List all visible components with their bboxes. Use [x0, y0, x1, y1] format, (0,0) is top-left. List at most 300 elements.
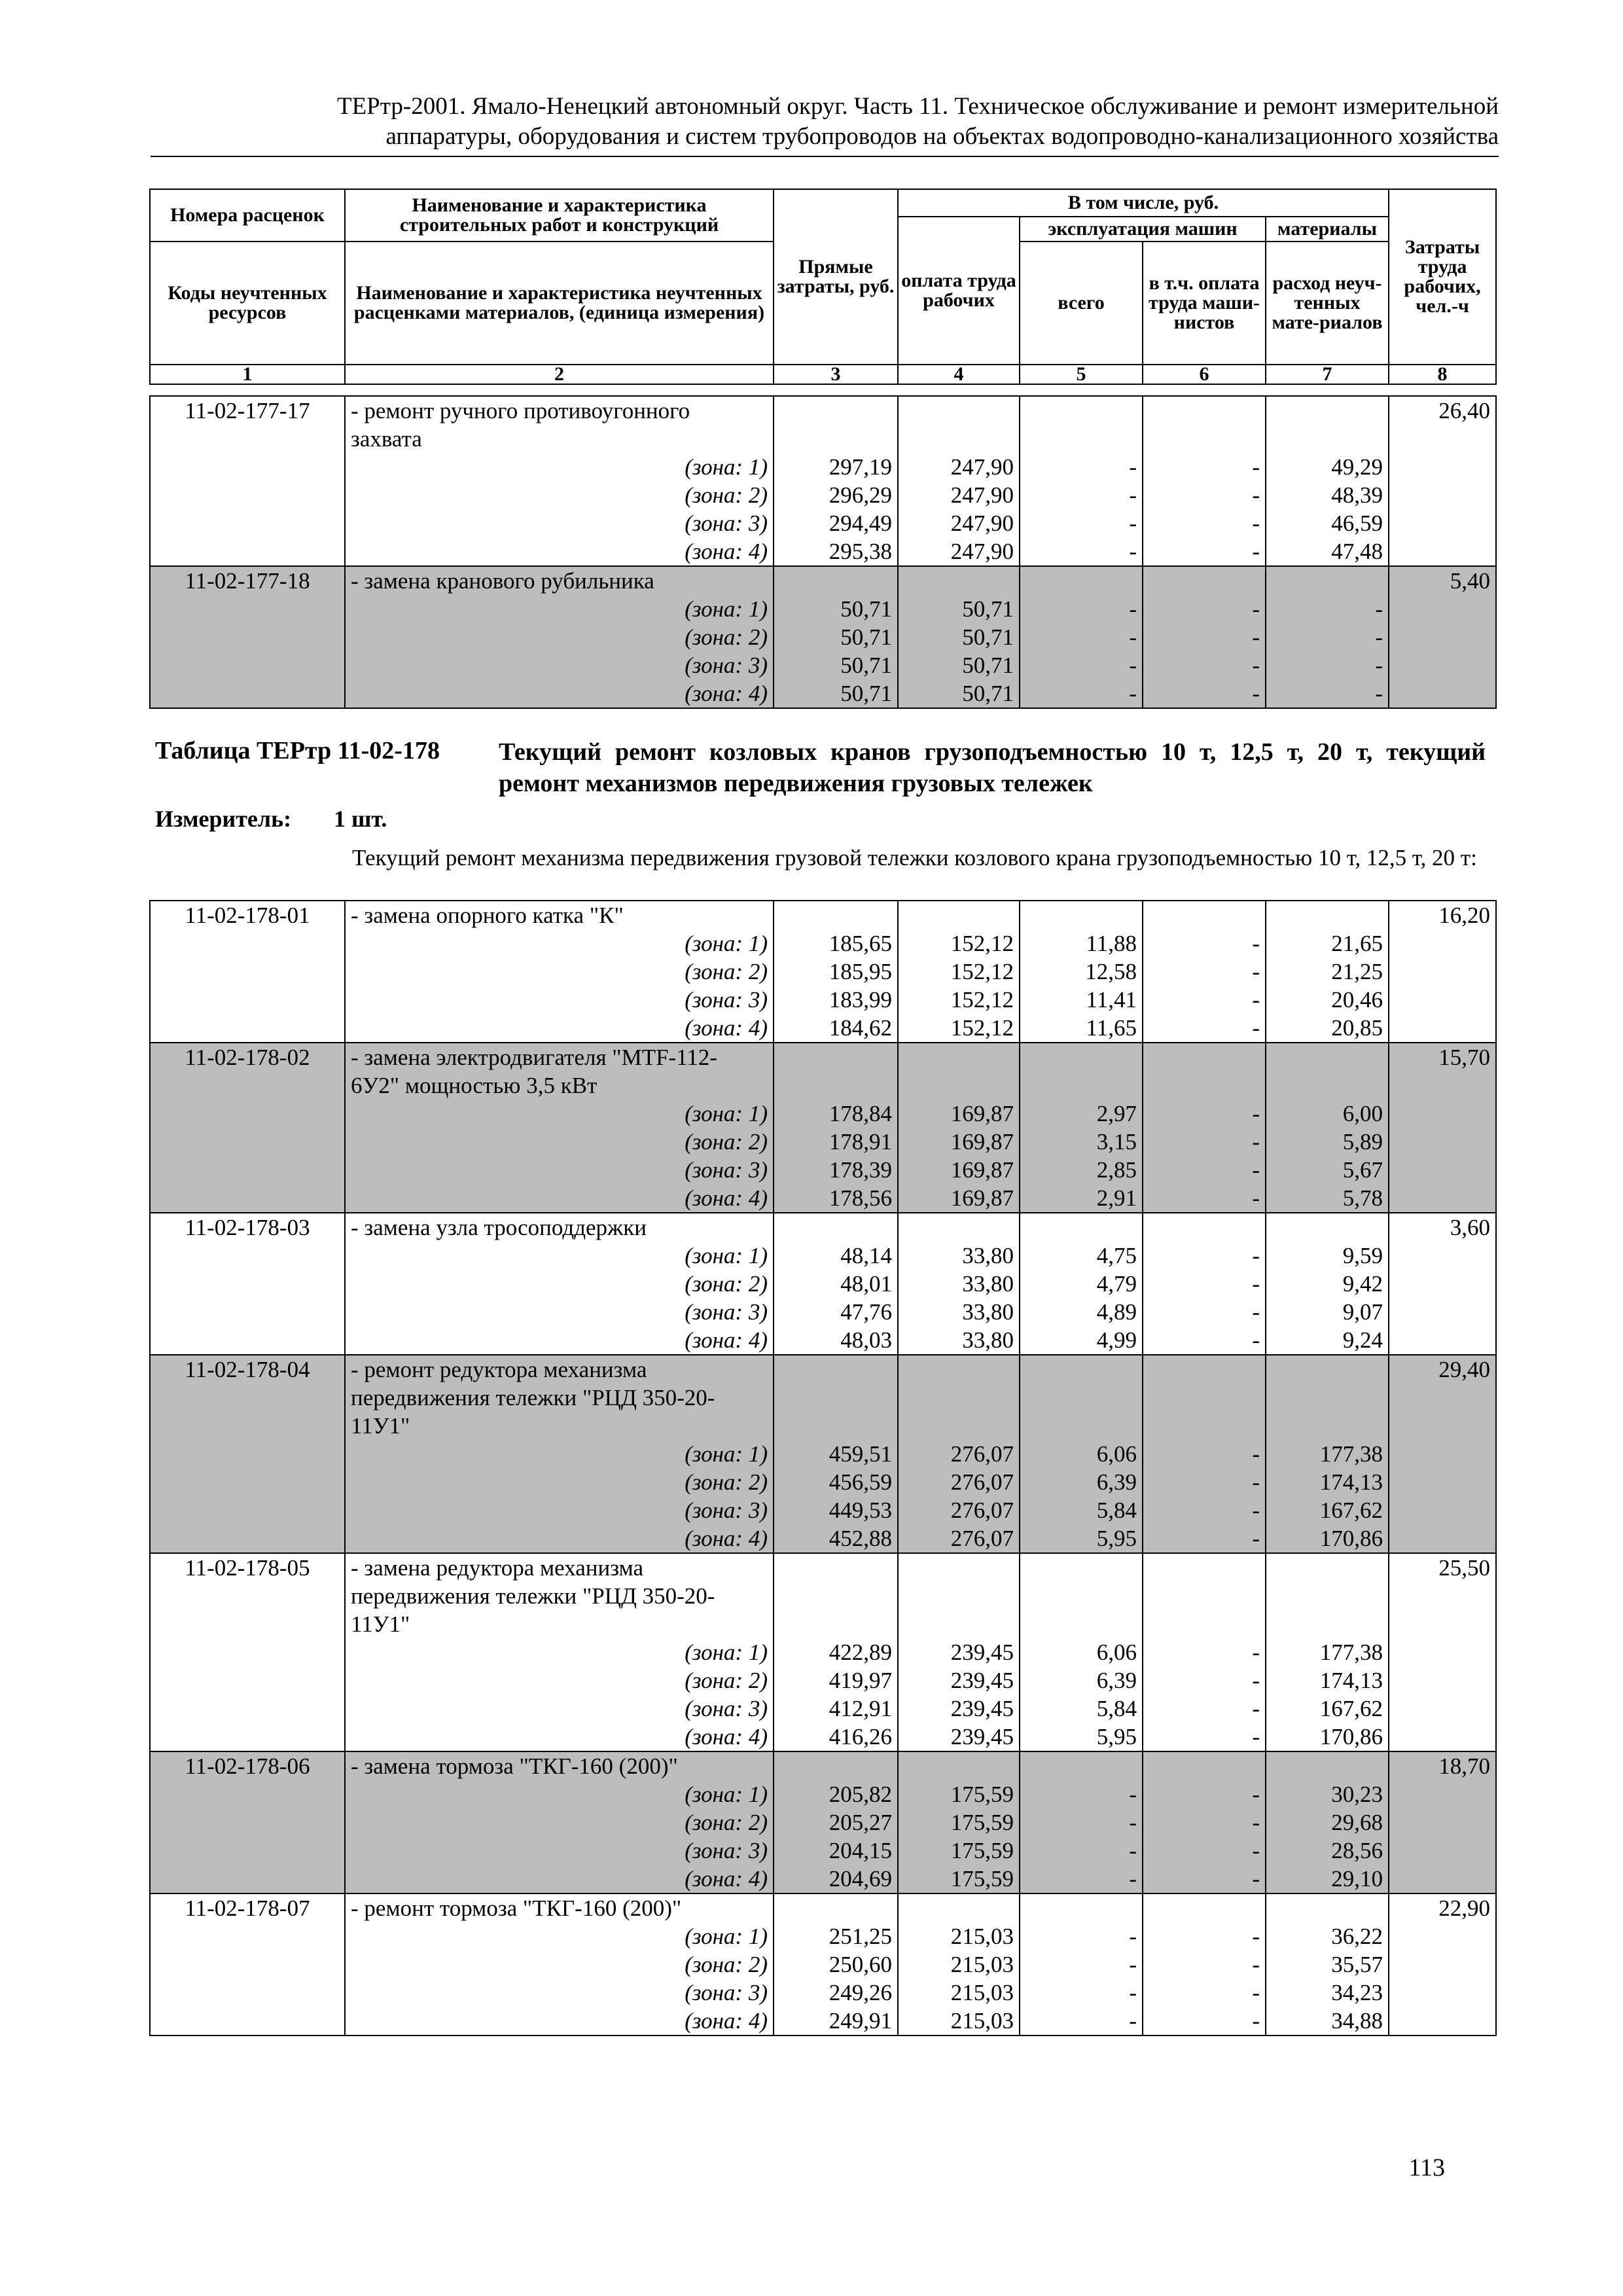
empty-cell — [150, 1412, 345, 1440]
machinist-pay-value: - — [1143, 595, 1266, 623]
materials-value: 34,88 — [1266, 2007, 1389, 2036]
empty-cell — [150, 595, 345, 623]
machine-total-value: 4,79 — [1020, 1270, 1143, 1298]
materials-value: 6,00 — [1266, 1100, 1389, 1128]
machinist-pay-value: - — [1143, 1695, 1266, 1723]
materials-value: 9,42 — [1266, 1270, 1389, 1298]
empty-cell — [774, 1553, 898, 1582]
materials-value: 21,25 — [1266, 958, 1389, 986]
empty-cell — [150, 623, 345, 651]
empty-cell — [1389, 1270, 1496, 1298]
empty-cell — [1389, 1242, 1496, 1270]
empty-cell — [898, 1582, 1020, 1610]
table-row — [150, 595, 1496, 623]
materials-value: 9,59 — [1266, 1242, 1389, 1270]
machine-total-value: 2,85 — [1020, 1156, 1143, 1184]
table-row — [150, 929, 1496, 958]
header-rule — [151, 156, 1499, 157]
empty-cell — [1389, 425, 1496, 453]
header-material-name: Наименование и характеристика неучтенных расценками материалов, (единица измерения) — [345, 242, 774, 365]
empty-cell — [1389, 1156, 1496, 1184]
empty-cell — [1389, 1610, 1496, 1638]
empty-cell — [1143, 1751, 1266, 1780]
direct-costs-value: 50,71 — [774, 595, 898, 623]
empty-cell — [1389, 1950, 1496, 1979]
zone-label: (зона: 3) — [345, 1979, 774, 2007]
machinist-pay-value: - — [1143, 1156, 1266, 1184]
zone-label: (зона: 1) — [345, 1242, 774, 1270]
empty-cell — [150, 651, 345, 679]
rates-table-body — [150, 396, 1496, 708]
empty-cell — [1020, 425, 1143, 453]
empty-cell — [1143, 1582, 1266, 1610]
empty-cell — [1389, 1326, 1496, 1355]
machinist-pay-value: - — [1143, 1979, 1266, 2007]
empty-cell — [1389, 1071, 1496, 1100]
empty-cell — [1389, 623, 1496, 651]
zone-label: (зона: 2) — [345, 1950, 774, 1979]
rate-code: 11-02-178-05 — [150, 1553, 345, 1582]
work-name: передвижения тележки "РЦД 350-20- — [345, 1384, 774, 1412]
machine-total-value: - — [1020, 623, 1143, 651]
zone-label: (зона: 4) — [345, 2007, 774, 2036]
direct-costs-value: 295,38 — [774, 537, 898, 566]
worker-pay-value: 247,90 — [898, 509, 1020, 537]
zone-label: (зона: 3) — [345, 1298, 774, 1326]
header-work-name: Наименование и характеристика строительных работ и конструкций — [345, 189, 774, 242]
machinist-pay-value: - — [1143, 1808, 1266, 1837]
table-title-label: Таблица ТЕРтр 11-02-178 — [155, 737, 440, 764]
header-machine-total: всего — [1020, 242, 1143, 365]
zone-label: (зона: 1) — [345, 1100, 774, 1128]
table-header — [149, 188, 1497, 385]
machine-total-value: 2,97 — [1020, 1100, 1143, 1128]
zone-label: (зона: 3) — [345, 1695, 774, 1723]
direct-costs-value: 205,27 — [774, 1808, 898, 1837]
worker-pay-value: 215,03 — [898, 1979, 1020, 2007]
materials-value: 20,46 — [1266, 986, 1389, 1014]
empty-cell — [1143, 1553, 1266, 1582]
empty-cell — [1143, 1412, 1266, 1440]
empty-cell — [1020, 566, 1143, 595]
table-row — [150, 1242, 1496, 1270]
worker-pay-value: 33,80 — [898, 1298, 1020, 1326]
table-intro: Текущий ремонт механизма передвижения грузовой тележки козлового крана грузоподъемностью 10 т, 12,5 т, 20 т: — [352, 845, 1477, 870]
machine-total-value: - — [1020, 595, 1143, 623]
materials-value: - — [1266, 679, 1389, 708]
materials-value: 46,59 — [1266, 509, 1389, 537]
empty-cell — [1389, 1524, 1496, 1553]
direct-costs-value: 416,26 — [774, 1723, 898, 1751]
empty-cell — [1143, 425, 1266, 453]
measure-label: Измеритель: — [155, 806, 292, 832]
empty-cell — [150, 1979, 345, 2007]
direct-costs-value: 249,26 — [774, 1979, 898, 2007]
table-row — [150, 1043, 1496, 1071]
machine-total-value: 4,99 — [1020, 1326, 1143, 1355]
machine-total-value: - — [1020, 679, 1143, 708]
worker-pay-value: 239,45 — [898, 1723, 1020, 1751]
empty-cell — [1389, 1922, 1496, 1950]
header-line-2: аппаратуры, оборудования и систем трубопроводов на объектах водопроводно-канализационного хозяйства — [385, 123, 1499, 150]
empty-cell — [1266, 1043, 1389, 1071]
machinist-pay-value: - — [1143, 1865, 1266, 1893]
materials-value: 167,62 — [1266, 1695, 1389, 1723]
machine-total-value: 5,95 — [1020, 1524, 1143, 1553]
empty-cell — [150, 1610, 345, 1638]
table-row — [150, 1638, 1496, 1666]
table-row — [150, 986, 1496, 1014]
empty-cell — [1143, 1610, 1266, 1638]
empty-cell — [150, 1837, 345, 1865]
column-number: 2 — [345, 365, 774, 384]
work-name: 11У1" — [345, 1412, 774, 1440]
empty-cell — [774, 1043, 898, 1071]
direct-costs-value: 419,97 — [774, 1666, 898, 1695]
worker-pay-value: 215,03 — [898, 1922, 1020, 1950]
empty-cell — [1020, 1751, 1143, 1780]
worker-pay-value: 276,07 — [898, 1524, 1020, 1553]
zone-label: (зона: 1) — [345, 595, 774, 623]
empty-cell — [150, 1496, 345, 1524]
direct-costs-value: 185,95 — [774, 958, 898, 986]
table-row — [150, 1128, 1496, 1156]
empty-cell — [1020, 1384, 1143, 1412]
column-number: 5 — [1020, 365, 1143, 384]
materials-value: 174,13 — [1266, 1468, 1389, 1496]
header-resource-codes: Коды неучтенных ресурсов — [150, 242, 345, 365]
materials-value: 9,24 — [1266, 1326, 1389, 1355]
zone-label: (зона: 1) — [345, 453, 774, 481]
empty-cell — [1143, 566, 1266, 595]
machine-total-value: 5,95 — [1020, 1723, 1143, 1751]
worker-pay-value: 152,12 — [898, 986, 1020, 1014]
empty-cell — [1389, 1808, 1496, 1837]
empty-cell — [1266, 1384, 1389, 1412]
empty-cell — [898, 1751, 1020, 1780]
empty-cell — [1389, 1979, 1496, 2007]
machinist-pay-value: - — [1143, 1184, 1266, 1213]
direct-costs-value: 250,60 — [774, 1950, 898, 1979]
materials-value: 177,38 — [1266, 1638, 1389, 1666]
worker-pay-value: 50,71 — [898, 679, 1020, 708]
column-number: 1 — [150, 365, 345, 384]
empty-cell — [1389, 1100, 1496, 1128]
zone-label: (зона: 2) — [345, 1808, 774, 1837]
table-row — [150, 2007, 1496, 2036]
machinist-pay-value: - — [1143, 1496, 1266, 1524]
machine-total-value: - — [1020, 453, 1143, 481]
column-number: 7 — [1266, 365, 1389, 384]
table-row — [150, 1893, 1496, 1922]
table-row — [150, 1723, 1496, 1751]
worker-pay-value: 239,45 — [898, 1638, 1020, 1666]
materials-value: 30,23 — [1266, 1780, 1389, 1808]
empty-cell — [150, 1384, 345, 1412]
rate-code: 11-02-177-18 — [150, 566, 345, 595]
empty-cell — [774, 1384, 898, 1412]
machine-total-value: 11,88 — [1020, 929, 1143, 958]
column-number: 3 — [774, 365, 898, 384]
empty-cell — [150, 1950, 345, 1979]
machinist-pay-value: - — [1143, 1723, 1266, 1751]
zone-label: (зона: 2) — [345, 1128, 774, 1156]
empty-cell — [1389, 651, 1496, 679]
work-name: - замена узла тросоподдержки — [345, 1213, 774, 1242]
machine-total-value: - — [1020, 1950, 1143, 1979]
zone-label: (зона: 4) — [345, 1723, 774, 1751]
direct-costs-value: 48,14 — [774, 1242, 898, 1270]
empty-cell — [898, 1893, 1020, 1922]
machine-total-value: - — [1020, 1922, 1143, 1950]
machine-total-value: - — [1020, 1979, 1143, 2007]
machine-total-value: 2,91 — [1020, 1184, 1143, 1213]
table-row — [150, 1582, 1496, 1610]
labor-value: 18,70 — [1389, 1751, 1496, 1780]
worker-pay-value: 33,80 — [898, 1326, 1020, 1355]
machine-total-value: - — [1020, 1808, 1143, 1837]
machine-total-value: 4,89 — [1020, 1298, 1143, 1326]
zone-label: (зона: 3) — [345, 986, 774, 1014]
machinist-pay-value: - — [1143, 1128, 1266, 1156]
empty-cell — [774, 901, 898, 929]
machinist-pay-value: - — [1143, 958, 1266, 986]
materials-value: 36,22 — [1266, 1922, 1389, 1950]
worker-pay-value: 175,59 — [898, 1808, 1020, 1837]
empty-cell — [1266, 1355, 1389, 1384]
empty-cell — [1389, 1723, 1496, 1751]
empty-cell — [898, 1213, 1020, 1242]
table-row — [150, 901, 1496, 929]
empty-cell — [774, 1412, 898, 1440]
header-including: В том числе, руб. — [898, 189, 1389, 217]
zone-label: (зона: 1) — [345, 1440, 774, 1468]
empty-cell — [150, 1922, 345, 1950]
worker-pay-value: 239,45 — [898, 1666, 1020, 1695]
machine-total-value: 12,58 — [1020, 958, 1143, 986]
table-row — [150, 1553, 1496, 1582]
table-row — [150, 1808, 1496, 1837]
table-row — [150, 1837, 1496, 1865]
empty-cell — [898, 1071, 1020, 1100]
rates-table-178 — [149, 900, 1497, 2036]
empty-cell — [1389, 1582, 1496, 1610]
direct-costs-value: 47,76 — [774, 1298, 898, 1326]
machine-total-value: - — [1020, 1865, 1143, 1893]
direct-costs-value: 297,19 — [774, 453, 898, 481]
direct-costs-value: 459,51 — [774, 1440, 898, 1468]
direct-costs-value: 185,65 — [774, 929, 898, 958]
materials-value: 29,10 — [1266, 1865, 1389, 1893]
materials-value: 5,78 — [1266, 1184, 1389, 1213]
empty-cell — [1020, 396, 1143, 425]
zone-label: (зона: 4) — [345, 1014, 774, 1043]
worker-pay-value: 169,87 — [898, 1184, 1020, 1213]
materials-value: 34,23 — [1266, 1979, 1389, 2007]
materials-value: 48,39 — [1266, 481, 1389, 509]
machine-total-value: 6,06 — [1020, 1638, 1143, 1666]
zone-label: (зона: 1) — [345, 929, 774, 958]
table-row — [150, 1184, 1496, 1213]
empty-cell — [1266, 396, 1389, 425]
empty-cell — [150, 929, 345, 958]
header-labor-costs: Затраты труда рабочих, чел.-ч — [1389, 189, 1496, 365]
materials-value: 28,56 — [1266, 1837, 1389, 1865]
zone-label: (зона: 3) — [345, 509, 774, 537]
empty-cell — [774, 1071, 898, 1100]
worker-pay-value: 169,87 — [898, 1128, 1020, 1156]
table-row — [150, 1270, 1496, 1298]
worker-pay-value: 50,71 — [898, 595, 1020, 623]
empty-cell — [1266, 901, 1389, 929]
running-header — [151, 92, 1499, 152]
zone-label: (зона: 2) — [345, 1270, 774, 1298]
table-row — [150, 1384, 1496, 1412]
table-row — [150, 1355, 1496, 1384]
machine-total-value: - — [1020, 537, 1143, 566]
labor-value: 3,60 — [1389, 1213, 1496, 1242]
labor-value: 29,40 — [1389, 1355, 1496, 1384]
zone-label: (зона: 4) — [345, 537, 774, 566]
table-title-text: Текущий ремонт козловых кранов грузоподъемностью 10 т, 12,5 т, 20 т, текущий ремонт механизмов передвижения грузовых тележек — [499, 738, 1486, 797]
materials-value: 49,29 — [1266, 453, 1389, 481]
header-rate-numbers: Номера расценок — [150, 189, 345, 242]
empty-cell — [1266, 1213, 1389, 1242]
worker-pay-value: 247,90 — [898, 537, 1020, 566]
machinist-pay-value: - — [1143, 1242, 1266, 1270]
table-row — [150, 1496, 1496, 1524]
table-row — [150, 1524, 1496, 1553]
empty-cell — [1389, 2007, 1496, 2036]
machinist-pay-value: - — [1143, 1440, 1266, 1468]
machinist-pay-value: - — [1143, 1837, 1266, 1865]
worker-pay-value: 215,03 — [898, 1950, 1020, 1979]
direct-costs-value: 48,03 — [774, 1326, 898, 1355]
rates-table-177 — [149, 395, 1497, 709]
empty-cell — [150, 1128, 345, 1156]
header-materials: материалы — [1266, 217, 1389, 242]
work-name: - замена редуктора механизма — [345, 1553, 774, 1582]
empty-cell — [1143, 1043, 1266, 1071]
empty-cell — [898, 1610, 1020, 1638]
empty-cell — [1020, 1355, 1143, 1384]
materials-value: - — [1266, 595, 1389, 623]
empty-cell — [774, 1582, 898, 1610]
empty-cell — [1389, 1412, 1496, 1440]
table-row — [150, 1412, 1496, 1440]
direct-costs-value: 456,59 — [774, 1468, 898, 1496]
empty-cell — [898, 396, 1020, 425]
table-row — [150, 679, 1496, 708]
empty-cell — [1389, 1780, 1496, 1808]
empty-cell — [1389, 1440, 1496, 1468]
machinist-pay-value: - — [1143, 453, 1266, 481]
table-row — [150, 1468, 1496, 1496]
materials-value: 29,68 — [1266, 1808, 1389, 1837]
work-name: - ремонт тормоза "ТКГ-160 (200)" — [345, 1893, 774, 1922]
zone-label: (зона: 4) — [345, 1326, 774, 1355]
empty-cell — [774, 1355, 898, 1384]
labor-value: 15,70 — [1389, 1043, 1496, 1071]
empty-cell — [898, 1412, 1020, 1440]
zone-label: (зона: 3) — [345, 1837, 774, 1865]
zone-label: (зона: 4) — [345, 1184, 774, 1213]
rate-code: 11-02-178-02 — [150, 1043, 345, 1071]
zone-label: (зона: 4) — [345, 1865, 774, 1893]
empty-cell — [1389, 958, 1496, 986]
empty-cell — [898, 1384, 1020, 1412]
zone-label: (зона: 4) — [345, 679, 774, 708]
machine-total-value: 5,84 — [1020, 1496, 1143, 1524]
machine-total-value: 11,65 — [1020, 1014, 1143, 1043]
empty-cell — [1389, 1638, 1496, 1666]
empty-cell — [150, 2007, 345, 2036]
table-row — [150, 1695, 1496, 1723]
table-row — [150, 958, 1496, 986]
measure-value: 1 шт. — [334, 806, 387, 832]
empty-cell — [1266, 1071, 1389, 1100]
table-row — [150, 453, 1496, 481]
rates-table-body — [150, 901, 1496, 2036]
empty-cell — [774, 1751, 898, 1780]
empty-cell — [150, 1298, 345, 1326]
empty-cell — [1266, 1751, 1389, 1780]
table-row — [150, 1865, 1496, 1893]
empty-cell — [150, 1156, 345, 1184]
worker-pay-value: 276,07 — [898, 1496, 1020, 1524]
empty-cell — [1143, 901, 1266, 929]
work-name: - ремонт ручного противоугонного — [345, 396, 774, 425]
machinist-pay-value: - — [1143, 1270, 1266, 1298]
empty-cell — [1389, 1666, 1496, 1695]
materials-value: 167,62 — [1266, 1496, 1389, 1524]
table-row — [150, 481, 1496, 509]
machinist-pay-value: - — [1143, 1780, 1266, 1808]
materials-value: 35,57 — [1266, 1950, 1389, 1979]
empty-cell — [150, 1014, 345, 1043]
direct-costs-value: 422,89 — [774, 1638, 898, 1666]
table-row — [150, 1326, 1496, 1355]
empty-cell — [150, 537, 345, 566]
machinist-pay-value: - — [1143, 1326, 1266, 1355]
empty-cell — [150, 1723, 345, 1751]
empty-cell — [1020, 1043, 1143, 1071]
zone-label: (зона: 1) — [345, 1780, 774, 1808]
labor-value: 22,90 — [1389, 1893, 1496, 1922]
empty-cell — [150, 1808, 345, 1837]
worker-pay-value: 215,03 — [898, 2007, 1020, 2036]
materials-value: 9,07 — [1266, 1298, 1389, 1326]
empty-cell — [150, 1071, 345, 1100]
materials-value: 5,67 — [1266, 1156, 1389, 1184]
machinist-pay-value: - — [1143, 623, 1266, 651]
empty-cell — [774, 1610, 898, 1638]
empty-cell — [898, 901, 1020, 929]
empty-cell — [898, 566, 1020, 595]
empty-cell — [774, 1213, 898, 1242]
rate-code: 11-02-178-04 — [150, 1355, 345, 1384]
direct-costs-value: 204,69 — [774, 1865, 898, 1893]
empty-cell — [1389, 1837, 1496, 1865]
machine-total-value: 6,06 — [1020, 1440, 1143, 1468]
empty-cell — [1020, 1610, 1143, 1638]
empty-cell — [150, 453, 345, 481]
machine-total-value: 6,39 — [1020, 1666, 1143, 1695]
rate-code: 11-02-177-17 — [150, 396, 345, 425]
empty-cell — [1389, 1298, 1496, 1326]
empty-cell — [1020, 1553, 1143, 1582]
empty-cell — [150, 1440, 345, 1468]
